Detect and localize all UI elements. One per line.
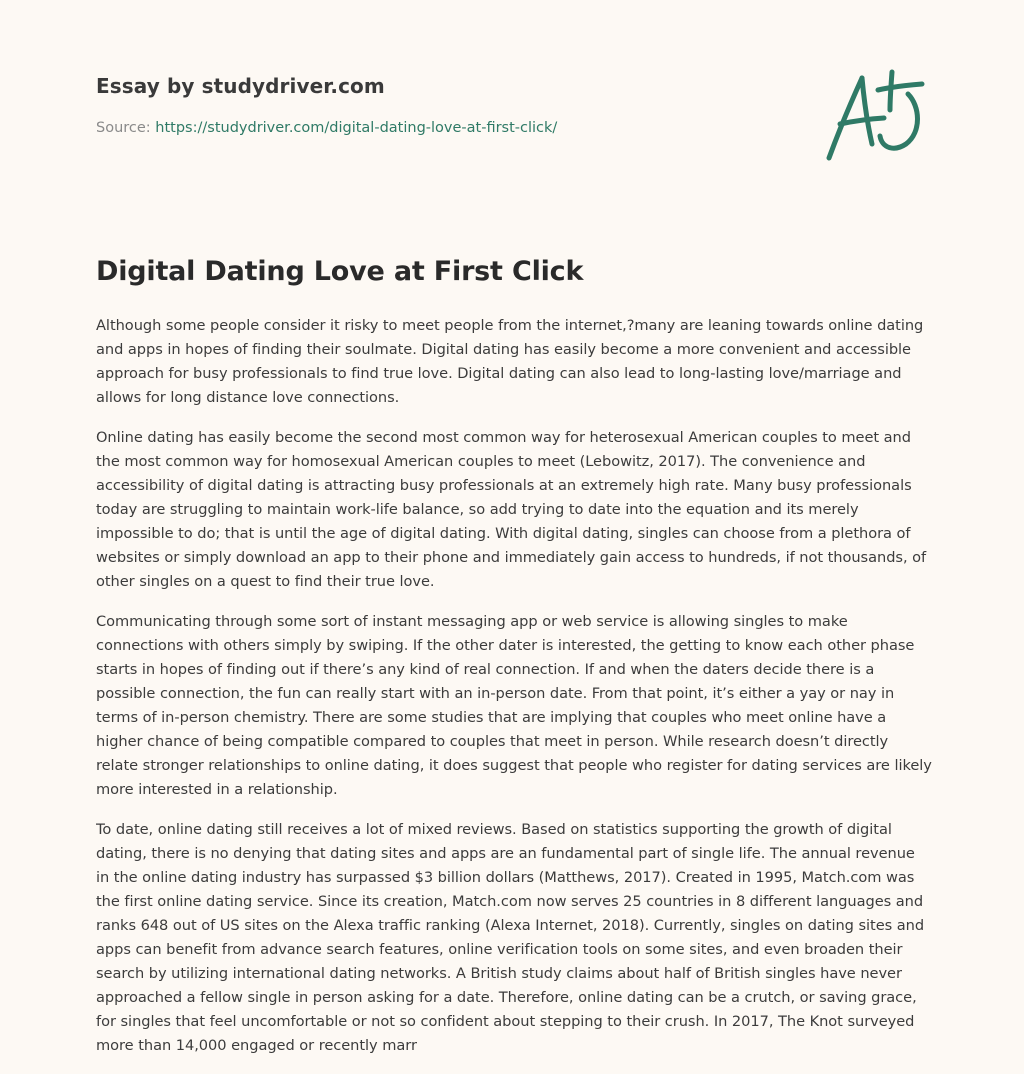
essay-paragraph: Communicating through some sort of instant messaging app or web service is allowing singles to make connections with others simply by swiping. If the other dater is interested, the getting to know each other phase starts in hopes of finding out if there’s any kind of real connection. If and when the daters decide there is a possible connection, the fun can really start with an in-person date. From that point, it’s either a yay or nay in terms of in-person chemistry. There are some studies that are implying that couples who meet online have a higher chance of being compatible compared to couples that meet in person. While research doesn’t directly relate stronger relationships to online dating, it does suggest that people who register for dating services are likely more interested in a relationship.: [96, 613, 932, 798]
essay-paragraph: To date, online dating still receives a lot of mixed reviews. Based on statistics supporting the growth of digital dating, there is no denying that dating sites and apps are an fundamental part of single life. The annual revenue in the online dating industry has surpassed $3 billion dollars (Matthews, 2017). Created in 1995, Match.com was the first online dating service. Since its creation, Match.com now serves 25 countries in 8 different languages and ranks 648 out of US sites on the Alexa traffic ranking (Alexa Internet, 2018). Currently, singles on dating sites and apps can benefit from advance search features, online verification tools on some sites, and even broaden their search by utilizing international dating networks. A British study claims about half of British singles have never approached a fellow single in person asking for a date. Therefore, online dating can be a crutch, or saving grace, for singles that feel uncomfortable or not so confident about stepping to their crush. In 2017, The Knot surveyed more than 14,000 engaged or recently marr: [96, 821, 925, 1054]
site-brand: Essay by studydriver.com: [96, 74, 385, 98]
essay-paragraph: Online dating has easily become the second most common way for heterosexual American couples to meet and the most common way for homosexual American couples to meet (Lebowitz, 2017). The convenience and accessibility of digital dating is attracting busy professionals at an extremely high rate. Many busy professionals today are struggling to maintain work-life balance, so add trying to date into the equation and its merely impossible to do; that is until the age of digital dating. With digital dating, singles can choose from a plethora of websites or simply download an app to their phone and immediately gain access to hundreds, if not thousands, of other singles on a quest to find their true love.: [96, 429, 927, 590]
essay-header: [96, 74, 716, 136]
source-line: [96, 120, 716, 136]
essay-body: [96, 314, 932, 1060]
source-label: Source:: [96, 120, 156, 136]
a-plus-grade-icon: [822, 66, 928, 166]
essay-paragraph: Although some people consider it risky to meet people from the internet,?many are leaning towards online dating and apps in hopes of finding their soulmate. Digital dating has easily become a more convenient and accessible approach for busy professionals to find true love. Digital dating can also lead to long-lasting love/marriage and allows for long distance love connections.: [96, 317, 924, 406]
source-link[interactable]: https://studydriver.com/digital-dating-love-at-first-click/: [155, 120, 558, 136]
essay-title: Digital Dating Love at First Click: [96, 256, 584, 287]
